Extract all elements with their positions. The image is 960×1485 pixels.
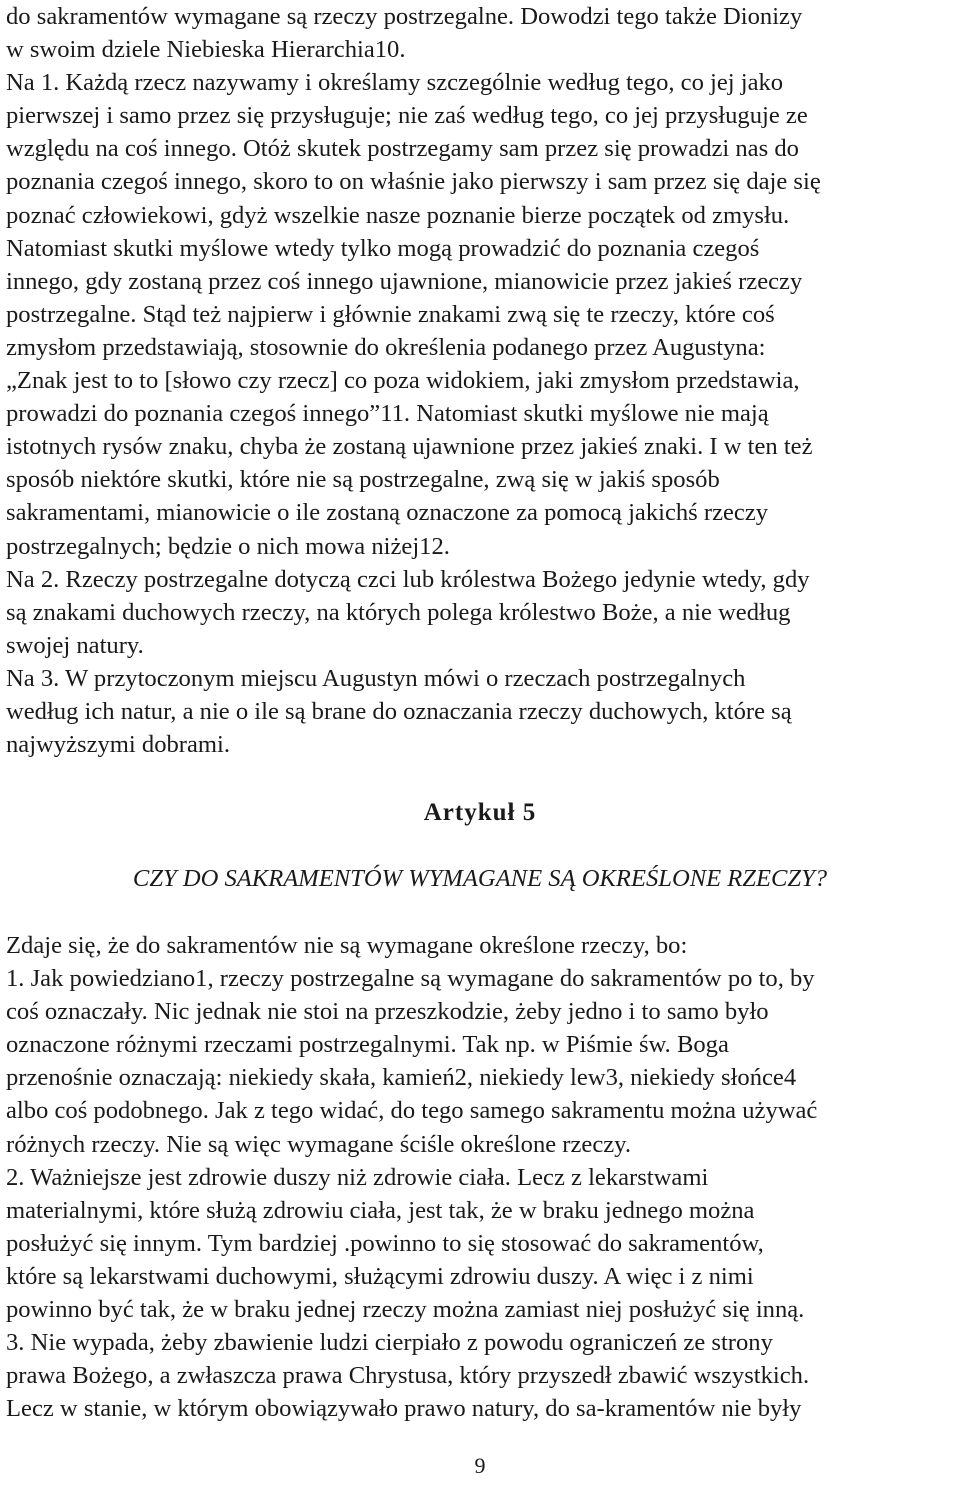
text-line: postrzegalnych; będzie o nich mowa niżej12.: [6, 532, 450, 560]
text-line: 2. Ważniejsze jest zdrowie duszy niż zdrowie ciała. Lecz z lekarstwami: [6, 1163, 709, 1191]
text-line: do sakramentów wymagane są rzeczy postrzegalne. Dowodzi tego także Dionizy: [6, 3, 803, 30]
text-line: Na 2. Rzeczy postrzegalne dotyczą czci lub królestwa Bożego jedynie wtedy, gdy: [6, 565, 810, 593]
text-line: prowadzi do poznania czegoś innego”11. Natomiast skutki myślowe nie mają: [6, 400, 769, 428]
text-line: Natomiast skutki myślowe wtedy tylko mogą prowadzić do poznania czegoś: [6, 234, 760, 262]
page-number: 9: [474, 1453, 486, 1478]
text-line: które są lekarstwami duchowymi, służącymi zdrowiu duszy. A więc i z nimi: [6, 1262, 754, 1290]
text-line: postrzegalne. Stąd też najpierw i głównie znakami zwą się te rzeczy, które coś: [6, 300, 775, 328]
text-line: istotnych rysów znaku, chyba że zostaną ujawnione przez jakieś znaki. I w ten też: [6, 433, 813, 461]
text-line: Na 3. W przytoczonym miejscu Augustyn mówi o rzeczach postrzegalnych: [6, 664, 746, 692]
text-line: sposób niektóre skutki, które nie są postrzegalne, zwą się w jakiś sposób: [6, 466, 720, 494]
upper-text-block: [6, 0, 956, 761]
text-line: poznania czegoś innego, skoro to on właśnie jako pierwszy i sam przez się daje się: [6, 168, 821, 196]
text-line: najwyższymi dobrami.: [6, 731, 231, 759]
text-line: coś oznaczały. Nic jednak nie stoi na przeszkodzie, żeby jedno i to samo było: [6, 998, 769, 1026]
text-line: posłużyć się innym. Tym bardziej .powinno to się stosować do sakramentów,: [6, 1229, 764, 1257]
text-line: w swoim dziele Niebieska Hierarchia10.: [6, 36, 406, 64]
article-question: CZY DO SAKRAMENTÓW WYMAGANE SĄ OKREŚLONE RZECZY?: [132, 865, 828, 892]
text-line: swojej natury.: [6, 631, 144, 659]
text-line: Na 1. Każdą rzecz nazywamy i określamy szczególnie według tego, co jej jako: [6, 69, 784, 97]
text-line: materialnymi, które służą zdrowiu ciała, jest tak, że w braku jednego można: [6, 1196, 755, 1224]
text-line: powinno być tak, że w braku jednej rzeczy można zamiast niej posłużyć się inną.: [6, 1296, 805, 1324]
article-title: Artykuł 5: [423, 799, 537, 826]
text-line: albo coś podobnego. Jak z tego widać, do tego samego sakramentu można używać: [6, 1097, 818, 1125]
lower-text-block: [6, 929, 956, 1425]
text-line: Zdaje się, że do sakramentów nie są wymagane określone rzeczy, bo:: [6, 932, 688, 959]
text-line: 3. Nie wypada, żeby zbawienie ludzi cierpiało z powodu ograniczeń ze strony: [6, 1329, 773, 1357]
text-line: względu na coś innego. Otóż skutek postrzegamy sam przez się prowadzi nas do: [6, 135, 799, 163]
text-line: innego, gdy zostaną przez coś innego ujawnione, mianowicie przez jakieś rzeczy: [6, 267, 803, 295]
text-line: sakramentami, mianowicie o ile zostaną oznaczone za pomocą jakichś rzeczy: [6, 499, 769, 527]
text-line: według ich natur, a nie o ile są brane do oznaczania rzeczy duchowych, które są: [6, 697, 792, 725]
text-line: 1. Jak powiedziano1, rzeczy postrzegalne są wymagane do sakramentów po to, by: [6, 965, 815, 993]
text-line: są znakami duchowych rzeczy, na których polega królestwo Boże, a nie według: [6, 598, 791, 626]
text-line: przenośnie oznaczają: niekiedy skała, kamień2, niekiedy lew3, niekiedy słońce4: [6, 1064, 797, 1092]
text-line: oznaczone różnymi rzeczami postrzegalnymi. Tak np. w Piśmie św. Boga: [6, 1031, 729, 1059]
text-line: „Znak jest to to [słowo czy rzecz] co poza widokiem, jaki zmysłom przedstawia,: [6, 367, 800, 395]
text-line: poznać człowiekowi, gdyż wszelkie nasze poznanie bierze początek od zmysłu.: [6, 201, 790, 229]
text-line: różnych rzeczy. Nie są więc wymagane ściśle określone rzeczy.: [6, 1130, 632, 1158]
text-line: zmysłom przedstawiają, stosownie do określenia podanego przez Augustyna:: [6, 333, 766, 361]
text-line: prawa Bożego, a zwłaszcza prawa Chrystusa, który przyszedł zbawić wszystkich.: [6, 1362, 810, 1390]
text-line: pierwszej i samo przez się przysługuje; nie zaś według tego, co jej przysługuje ze: [6, 102, 808, 130]
text-line: Lecz w stanie, w którym obowiązywało prawo natury, do sa-kramentów nie były: [6, 1395, 802, 1423]
